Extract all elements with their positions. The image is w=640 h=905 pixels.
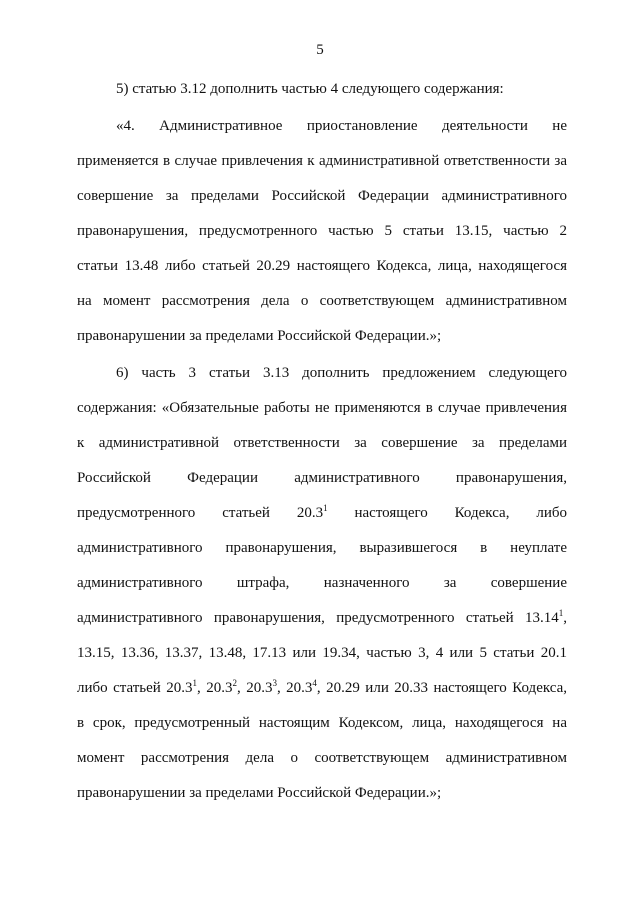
text-line: предусмотренного статьей 20.3$^1$ настоящего Кодекса, либо [77,503,567,521]
text-line: совершение за пределами Российской Федерации административного [77,188,567,204]
page-number: 5 [316,42,324,58]
text-line: к административной ответственности за совершение за пределами [77,435,567,451]
text-line: статьи 13.48 либо статьей 20.29 настоящего Кодекса, лица, находящегося [77,258,567,274]
text-line: момент рассмотрения дела о соответствующем административном [77,750,567,766]
text-line: в срок, предусмотренный настоящим Кодексом, лица, находящегося на [77,715,567,731]
text-line: 6) часть 3 статьи 3.13 дополнить предложением следующего [116,365,567,381]
text-line: административного правонарушения, выразившегося в неуплате [77,540,567,556]
text-line: административного штрафа, назначенного за совершение [77,575,567,591]
text-line: Российской Федерации административного правонарушения, [77,470,567,486]
text-line: «4. Административное приостановление деятельности не [116,118,567,134]
text-line: административного правонарушения, предусмотренного статьей 13.14$^1$, [77,608,567,626]
text-line: на момент рассмотрения дела о соответствующем административном [77,293,567,309]
text-line: правонарушении за пределами Российской Федерации.»; [77,328,442,344]
text-line: правонарушении за пределами Российской Федерации.»; [77,785,442,801]
text-line: либо статьей 20.3$^1$, 20.3$^2$, 20.3$^3$, 20.3$^4$, 20.29 или 20.33 настоящего Кодекса, [77,678,568,696]
text-line: 5) статью 3.12 дополнить частью 4 следующего содержания: [116,81,504,97]
text-line: содержания: «Обязательные работы не применяются в случае привлечения [77,400,567,416]
text-line: правонарушения, предусмотренного частью 5 статьи 13.15, частью 2 [77,223,567,239]
text-line: 13.15, 13.36, 13.37, 13.48, 17.13 или 19.34, частью 3, 4 или 5 статьи 20.1 [77,645,567,661]
text-line: применяется в случае привлечения к административной ответственности за [77,153,567,169]
